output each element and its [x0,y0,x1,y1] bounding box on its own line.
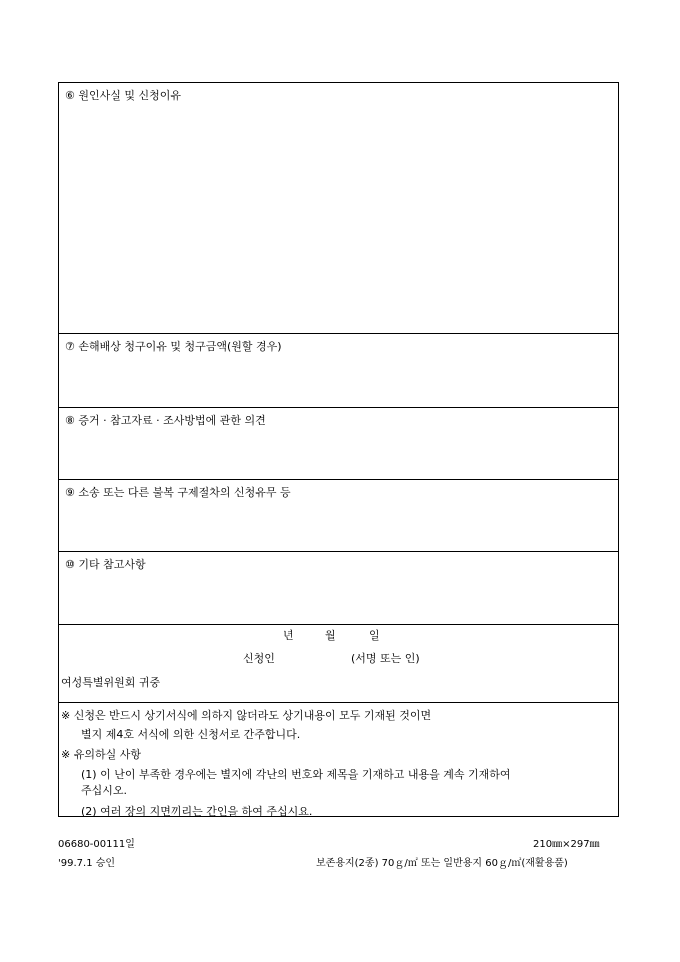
damages-title: ⑦ 손해배상 청구이유 및 청구금액(원할 경우) [65,340,282,353]
form-code: 06680-00111일 [58,839,135,850]
notes-section [59,703,618,816]
date-year-label: 년 [283,629,294,642]
note-line: (2) 여러 장의 지면끼리는 간인을 하여 주십시요. [81,805,313,818]
signature-label: (서명 또는 인) [351,652,420,665]
cause-section [59,83,618,334]
paper-spec: 보존용지(2종) 70ｇ/㎡ 또는 일반용지 60ｇ/㎡(재활용품) [316,858,568,869]
note-line: (1) 이 난이 부족한 경우에는 별지에 각난의 번호와 제목을 기재하고 내용을 계속 기재하여 [81,768,511,781]
approval-date: '99.7.1 승인 [58,858,116,869]
note-line: ※ 신청은 반드시 상기서식에 의하지 않더라도 상기내용이 모두 기재된 것이면 [61,709,432,722]
date-month-label: 월 [325,629,336,642]
date-day-label: 일 [369,629,380,642]
remedy-title: ⑨ 소송 또는 다른 불복 구제절차의 신청유무 등 [65,486,291,499]
other-title: ⑩ 기타 참고사항 [65,558,146,571]
note-line: 별지 제4호 서식에 의한 신청서로 간주합니다. [81,728,301,741]
note-line: ※ 유의하실 사항 [61,748,141,761]
damages-section [59,334,618,408]
applicant-label: 신청인 [243,652,275,665]
recipient-label: 여성특별위원회 귀중 [61,676,161,689]
evidence-section [59,408,618,480]
application-form [58,82,619,817]
remedy-section [59,480,618,552]
cause-title: ⑥ 원인사실 및 신청이유 [65,89,181,102]
signature-section [59,625,618,703]
other-section [59,552,618,625]
evidence-title: ⑧ 증거 · 참고자료 · 조사방법에 관한 의견 [65,414,266,427]
paper-size: 210㎜×297㎜ [533,839,600,850]
note-line: 주십시오. [81,784,128,797]
